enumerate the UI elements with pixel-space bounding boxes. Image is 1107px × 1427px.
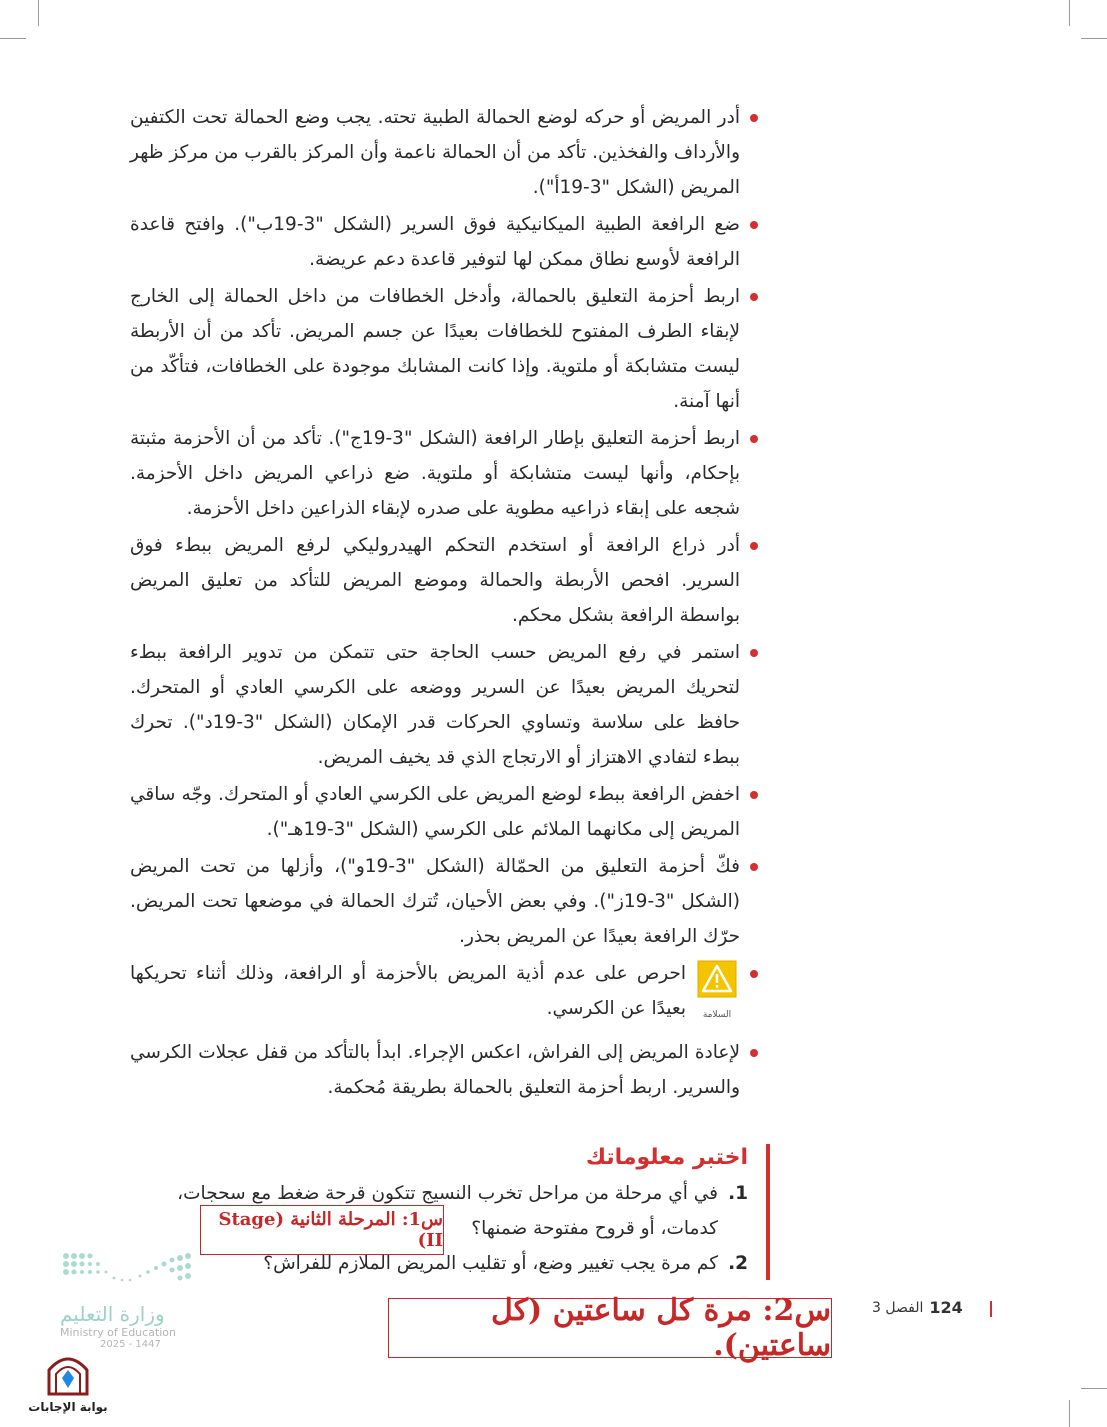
quiz-title: اختبر معلوماتك [585,1145,748,1170]
safety-step [130,956,758,1033]
bullet-dot [750,221,758,229]
question-number: 2. [728,1253,748,1274]
crop-mark [1081,38,1107,39]
crop-mark [0,38,26,39]
question-text: في أي مرحلة من مراحل تخرب النسيج تتكون قرحة ضغط مع سحجات، كدمات، أو قروح مفتوحة ضمنها؟ [177,1183,718,1239]
answer-1-text: س1: المرحلة الثانية (Stage II) [218,1209,443,1251]
question-number: 1. [728,1183,748,1204]
step-text: أدر المريض أو حركه لوضع الحمالة الطبية تحته. يجب وضع الحمالة تحت الكتفين والأرداف والفخذين. تأكد من أن الحمالة ناعمة وأن المركز بالقرب من مركز ظهر المريض (الشكل "3-19أ"). [130,107,740,198]
footer-accent-bar [990,1301,992,1317]
ministry-year: 2025 - 1447 [100,1339,161,1350]
bullet-dot [750,791,758,799]
warning-icon [697,960,737,998]
page-number: 124 [929,1298,963,1317]
bullet-dot [750,435,758,443]
bullet-dot [750,970,758,978]
chapter-label: الفصل 3 [872,1299,924,1316]
bullet-dot [750,649,758,657]
step-text: فكّ أحزمة التعليق من الحمّالة (الشكل "3-19و")، وأزلها من تحت المريض (الشكل "3-19ز"). وفي بعض الأحيان، تُترك الحمالة في موضعها تحت المريض. حرّك الرافعة بعيدًا عن المريض بحذر. [130,856,740,947]
page-footer [872,1298,963,1317]
crop-mark [38,0,39,26]
ministry-name-ar: وزارة التعليم [60,1302,165,1326]
step-item [130,207,758,277]
step-text: اربط أحزمة التعليق بإطار الرافعة (الشكل "3-19ج"). تأكد من أن الأحزمة مثبتة بإحكام، وأنها ليست متشابكة أو ملتوية. ضع ذراعي المريض داخل الأحزمة. شجعه على إبقاء ذراعيه مطوية على صدره لإبقاء الذراعين داخل الأحزمة. [130,428,740,519]
step-text: ضع الرافعة الطبية الميكانيكية فوق السرير (الشكل "3-19ب"). وافتح قاعدة الرافعة لأوسع نطاق ممكن لها لتوفير قاعدة دعم عريضة. [130,214,740,270]
bullet-dot [750,542,758,550]
step-text: أدر ذراع الرافعة أو استخدم التحكم الهيدروليكي لرفع المريض ببطء فوق السرير. افحص الأربطة والحمالة وموضع المريض للتأكد من تعليق المريض بواسطة الرافعة بشكل محكم. [130,535,740,626]
crop-mark [1069,1400,1070,1427]
safety-label: السلامة [702,1010,732,1020]
step-text: استمر في رفع المريض حسب الحاجة حتى تتمكن من تدوير الرافعة ببطء لتحريك المريض بعيدًا عن السرير ووضعه على الكرسي العادي أو المتحرك. حافظ على سلاسة وتساوي الحركات قدر الإمكان (الشكل "3-19د"). تحرك ببطء لتفادي الاهتزاز أو الارتجاج الذي قد يخيف المريض. [130,642,741,768]
step-item [130,635,758,775]
step-item [130,849,758,954]
crop-mark [1069,0,1070,26]
answer-1-box [200,1205,444,1255]
mosque-arch-icon [45,1350,91,1396]
bullet-dot [750,1049,758,1057]
quiz-accent-bar [766,1144,770,1280]
step-item [130,528,758,633]
bullet-dot [750,114,758,122]
safety-badge [694,960,740,1033]
step-item [130,100,758,205]
answer-2-box [388,1293,832,1363]
ministry-name-en: Ministry of Education [60,1326,177,1339]
crop-mark [1081,1388,1107,1389]
portal-watermark [28,1350,108,1414]
ministry-logo [60,1250,200,1350]
step-item [130,279,758,419]
dot-pattern-icon [60,1250,200,1292]
question-text: كم مرة يجب تغيير وضع، أو تقليب المريض الملازم للفراش؟ [263,1253,718,1274]
procedure-steps [130,100,758,1107]
step-text: اخفض الرافعة ببطء لوضع المريض على الكرسي العادي أو المتحرك. وجّه ساقي المريض إلى مكانهما الملائم على الكرسي (الشكل "3-19هـ"). [130,784,740,840]
step-text: لإعادة المريض إلى الفراش، اعكس الإجراء. ابدأ بالتأكد من قفل عجلات الكرسي والسرير. اربط أحزمة التعليق بالحمالة بطريقة مُحكمة. [130,1042,740,1098]
step-item [130,777,758,847]
bullet-dot [750,863,758,871]
safety-text: احرص على عدم أذية المريض بالأحزمة أو الرافعة، وذلك أثناء تحريكها بعيدًا عن الكرسي. [130,963,686,1019]
safety-note [130,956,740,1033]
step-item [130,1035,758,1105]
answer-2-text: س2: مرة كل ساعتين (كل ساعتين). [490,1293,831,1363]
bullet-dot [750,293,758,301]
step-item [130,421,758,526]
step-text: اربط أحزمة التعليق بالحمالة، وأدخل الخطافات من داخل الحمالة إلى الخارج لإبقاء الطرف المفتوح للخطافات بعيدًا عن جسم المريض. تأكد من أن الأربطة ليست متشابكة أو ملتوية. وإذا كانت المشابك موجودة على الخطافات، فتأكّد من أنها آمنة. [130,286,740,412]
portal-label: بوابة الإجابات [28,1400,108,1414]
